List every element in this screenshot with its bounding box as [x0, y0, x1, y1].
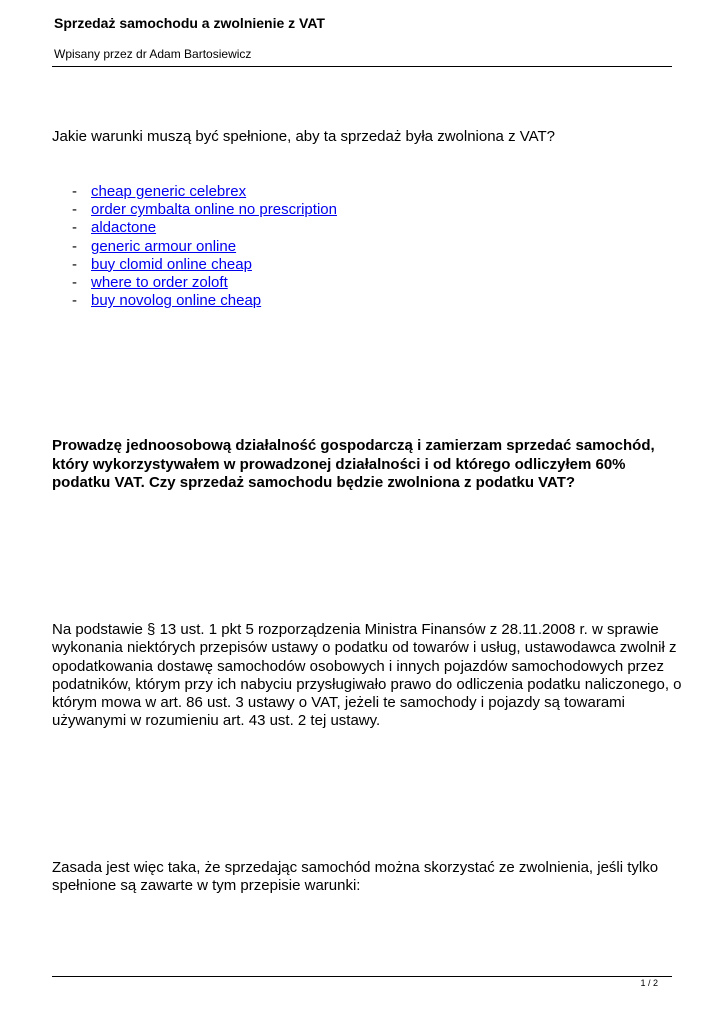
page-number: 1 / 2: [640, 978, 658, 988]
list-bullet: -: [72, 292, 77, 310]
link-buy-novolog[interactable]: buy novolog online cheap: [91, 292, 262, 310]
link-buy-clomid[interactable]: buy clomid online cheap: [91, 255, 252, 273]
intro-question: Jakie warunki muszą być spełnione, aby ta sprzedaż była zwolniona z VAT?: [52, 128, 556, 145]
link-generic-armour[interactable]: generic armour online: [91, 237, 237, 255]
list-item: [72, 292, 337, 310]
list-item: [72, 274, 337, 292]
link-list: [72, 183, 337, 310]
list-item: [72, 201, 337, 219]
main-question: Prowadzę jednoosobową działalność gospodarczą i zamierzam sprzedać samochód, który wykorzystywałem w prowadzonej działalności i od którego odliczyłem 60% podatku VAT. Czy sprzedaż samochodu będzie zwolniona z podatku VAT?: [52, 437, 655, 491]
author-line: Wpisany przez dr Adam Bartosiewicz: [54, 47, 252, 61]
paragraph-legal-basis: Na podstawie § 13 ust. 1 pkt 5 rozporządzenia Ministra Finansów z 28.11.2008 r. w sprawie wykonania niektórych przepisów ustawy o podatku od towarów i usług, ustawodawca zwolnił z opodatkowania dostawę samochodów osobowych i innych pojazdów samochodowych przez podatników, którym przy ich nabyciu przysługiwało prawo do odliczenia podatku naliczonego, o którym mowa w art. 86 ust. 3 ustawy o VAT, jeżeli te samochody i pojazdy są towarami używanymi w rozumieniu art. 43 ust. 2 tej ustawy.: [52, 621, 682, 730]
paragraph-conclusion: Zasada jest więc taka, że sprzedając samochód można skorzystać ze zwolnienia, jeśli tylko spełnione są zawarte w tym przepisie warunki:: [52, 859, 659, 895]
link-order-zoloft[interactable]: where to order zoloft: [91, 273, 228, 291]
link-cheap-generic-celebrex[interactable]: cheap generic celebrex: [91, 183, 247, 200]
link-order-cymbalta[interactable]: order cymbalta online no prescription: [91, 201, 337, 219]
list-bullet: -: [72, 237, 77, 255]
document-title: Sprzedaż samochodu a zwolnienie z VAT: [54, 15, 325, 31]
list-item: [72, 238, 337, 256]
list-item: [72, 219, 337, 237]
list-bullet: -: [72, 201, 77, 219]
link-aldactone[interactable]: aldactone: [91, 219, 157, 237]
footer-divider: [52, 976, 672, 977]
list-bullet: -: [72, 273, 77, 291]
list-bullet: -: [72, 183, 77, 200]
list-item: [72, 183, 337, 201]
list-bullet: -: [72, 219, 77, 237]
list-bullet: -: [72, 255, 77, 273]
list-item: [72, 256, 337, 274]
header-divider: [52, 66, 672, 67]
